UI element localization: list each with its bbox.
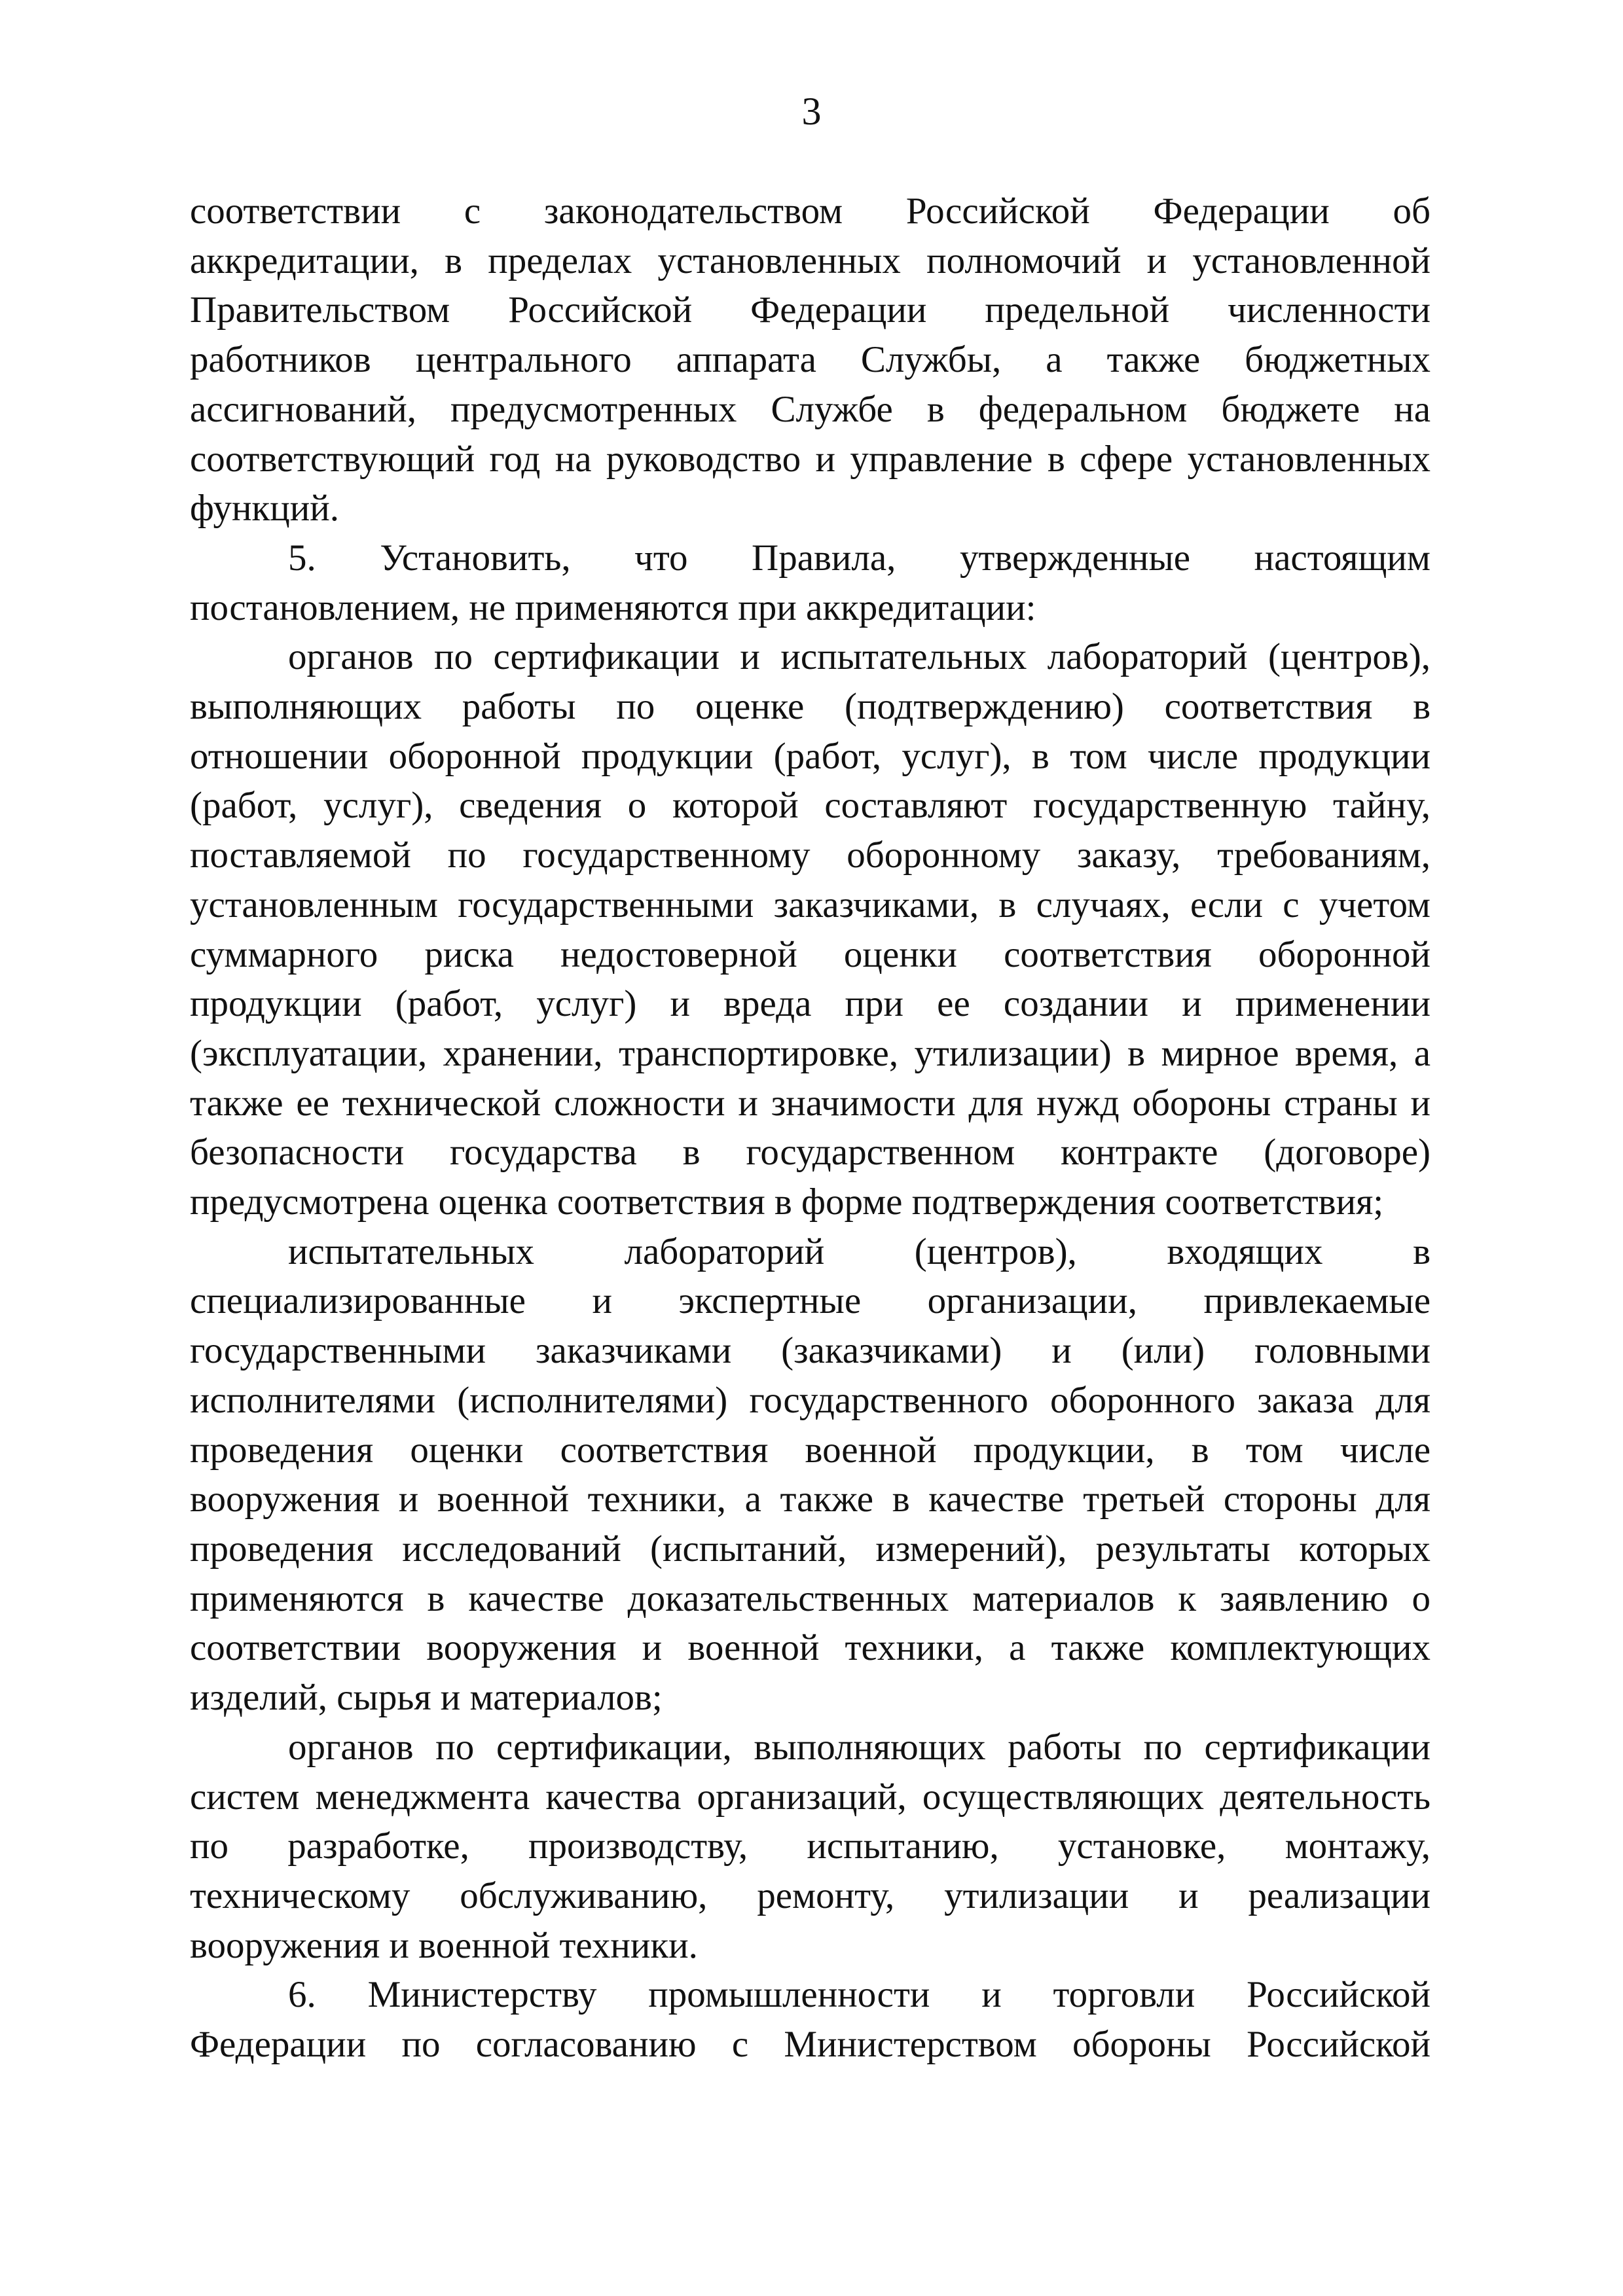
text-line: (эксплуатации, хранении, транспортировке, утилизации) в мирное время, а — [190, 1032, 1431, 1074]
text-line: установленным государственными заказчиками, в случаях, если с учетом — [190, 884, 1431, 925]
text-line: изделий, сырья и материалов; — [190, 1677, 663, 1719]
text-line: безопасности государства в государственном контракте (договоре) — [190, 1132, 1431, 1174]
text-line: органов по сертификации, выполняющих работы по сертификации — [288, 1726, 1431, 1768]
text-line: соответствующий год на руководство и управление в сфере установленных — [190, 438, 1431, 480]
text-line: систем менеджмента качества организаций, осуществляющих деятельность — [190, 1776, 1431, 1818]
text-line: испытательных лабораторий (центров), входящих в — [288, 1230, 1431, 1272]
document-body — [190, 187, 1431, 2070]
text-line: техническому обслуживанию, ремонту, утилизации и реализации — [190, 1874, 1431, 1916]
text-line: (работ, услуг), сведения о которой составляют государственную тайну, — [190, 785, 1431, 827]
text-line: соответствии с законодательством Российской Федерации об — [190, 190, 1431, 232]
text-line: органов по сертификации и испытательных лабораторий (центров), — [288, 636, 1431, 678]
text-line: продукции (работ, услуг) и вреда при ее создании и применении — [190, 983, 1431, 1025]
text-line: специализированные и экспертные организации, привлекаемые — [190, 1280, 1431, 1322]
text-line: проведения исследований (испытаний, измерений), результаты которых — [190, 1528, 1431, 1570]
text-line: поставляемой по государственному оборонному заказу, требованиям, — [190, 834, 1431, 876]
text-line: Федерации по согласованию с Министерством обороны Российской — [190, 2024, 1431, 2066]
text-line: работников центрального аппарата Службы, а также бюджетных — [190, 339, 1431, 381]
page-number: 3 — [801, 90, 822, 133]
text-line: вооружения и военной техники. — [190, 1924, 698, 1966]
text-line: государственными заказчиками (заказчиками) и (или) головными — [190, 1330, 1431, 1372]
text-line: предусмотрена оценка соответствия в форме подтверждения соответствия; — [190, 1181, 1384, 1223]
text-line: суммарного риска недостоверной оценки соответствия оборонной — [190, 933, 1431, 975]
text-line: 6. Министерству промышленности и торговли Российской — [288, 1974, 1431, 2016]
text-line: соответствии вооружения и военной техники, а также комплектующих — [190, 1627, 1431, 1669]
text-line: вооружения и военной техники, а также в качестве третьей стороны для — [190, 1479, 1431, 1520]
text-line: также ее технической сложности и значимости для нужд обороны страны и — [190, 1082, 1431, 1124]
text-line: функций. — [190, 488, 339, 529]
text-line: 5. Установить, что Правила, утвержденные настоящим — [288, 537, 1431, 579]
text-line: исполнителями (исполнителями) государственного оборонного заказа для — [190, 1379, 1431, 1421]
text-line: постановлением, не применяются при аккредитации: — [190, 586, 1036, 628]
text-line: применяются в качестве доказательственных материалов к заявлению о — [190, 1577, 1431, 1619]
text-line: по разработке, производству, испытанию, установке, монтажу, — [190, 1825, 1431, 1867]
text-line: ассигнований, предусмотренных Службе в федеральном бюджете на — [190, 388, 1431, 430]
text-line: отношении оборонной продукции (работ, услуг), в том числе продукции — [190, 735, 1431, 777]
text-line: проведения оценки соответствия военной продукции, в том числе — [190, 1429, 1431, 1471]
text-line: Правительством Российской Федерации предельной численности — [190, 289, 1431, 331]
text-line: аккредитации, в пределах установленных полномочий и установленной — [190, 240, 1431, 281]
text-line: выполняющих работы по оценке (подтверждению) соответствия в — [190, 686, 1431, 728]
